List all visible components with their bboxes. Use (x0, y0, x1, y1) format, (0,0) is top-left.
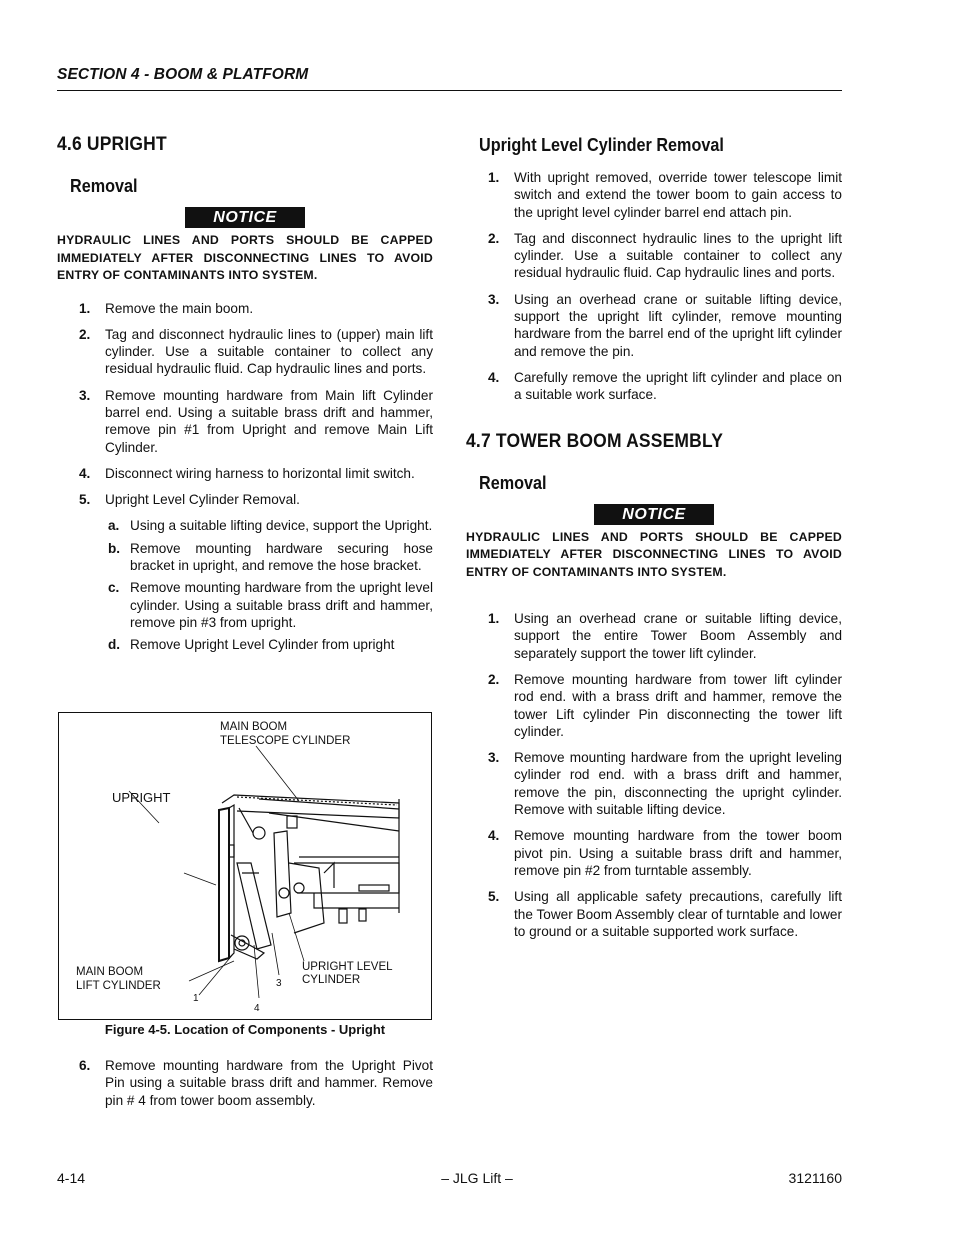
list-item: 3. Remove mounting hardware from Main lift Cylinder barrel end. Using a suitable brass drift and hammer, remove pin #1 from Upright and remove Main Lift Cylinder. (79, 387, 433, 455)
label-lift-1: MAIN BOOM (76, 966, 144, 978)
removal-steps-cont (57, 1057, 433, 1109)
section-4-6-title: 4.6 UPRIGHT (57, 134, 167, 155)
label-upright: UPRIGHT (112, 790, 171, 805)
page-number: 4-14 (57, 1170, 86, 1186)
list-item: 4. Carefully remove the upright lift cylinder and place on a suitable work surface. (488, 369, 842, 403)
label-pin-1: 1 (193, 993, 199, 1004)
list-item: d. Remove Upright Level Cylinder from upright (108, 637, 395, 653)
section-4-7-title: 4.7 TOWER BOOM ASSEMBLY (466, 430, 724, 452)
figure-caption: Figure 4-5. Location of Components - Upright (104, 1022, 386, 1037)
list-item: 4. Remove mounting hardware from the tower boom pivot pin. Using a suitable brass drift and hammer, remove pin #2 from turntable assembly. (488, 828, 842, 878)
notice-banner (57, 207, 433, 228)
list-item: 1. With upright removed, override tower telescope limit switch and extend the tower boom to gain access to the upright level cylinder barrel end attach pin. (488, 170, 842, 220)
upright-diagram (59, 713, 431, 1019)
list-item: c. Remove mounting hardware from the upright level cylinder. Using a suitable brass drift and hammer, remove pin #3 from upright. (108, 580, 433, 630)
list-item: 1. Remove the main boom. (79, 300, 254, 316)
label-telescope-2: TELESCOPE CYLINDER (220, 735, 351, 747)
list-item: 3. Remove mounting hardware from the upright leveling cylinder rod end. with a brass drift and hammer, remove the pin, disconnecting the upright cylinder. Remove with suitable lifting device. (488, 750, 842, 818)
right-column (466, 130, 842, 940)
list-item: 5. Using all applicable safety precautions, carefully lift the Tower Boom Assembly clear of turntable and lower to ground or a suitable supported work surface. (488, 889, 842, 939)
list-item: 5. Upright Level Cylinder Removal. (79, 492, 300, 508)
list-item: 2. Tag and disconnect hydraulic lines to the upright lift cylinder. Use a suitable container to collect any residual hydraulic fluid. Cap hydraulic lines and ports. (488, 230, 842, 281)
list-item: 2. Tag and disconnect hydraulic lines to (upper) main lift cylinder. Use a suitable container to collect any residual hydraulic fluid. Cap hydraulic lines and ports. (79, 326, 433, 377)
label-level-1: UPRIGHT LEVEL (302, 961, 393, 973)
label-lift-2: LIFT CYLINDER (76, 980, 161, 992)
label-pin-4: 4 (254, 1003, 260, 1014)
label-telescope-1: MAIN BOOM (220, 721, 288, 733)
list-item: b. Remove mounting hardware securing hose bracket in upright, and remove the hose bracket. (108, 540, 433, 574)
doc-number: 3121160 (788, 1170, 842, 1186)
ulcr-heading: Upright Level Cylinder Removal (479, 135, 724, 155)
notice-banner-2 (466, 504, 842, 525)
removal-heading-2: Removal (479, 472, 547, 493)
list-item: 3. Using an overhead crane or suitable lifting device, support the upright lift cylinder, remove mounting hardware from the barrel end of the upright lift cylinder and remove the pin. (488, 291, 842, 359)
notice-warning-text-2: HYDRAULIC LINES AND PORTS SHOULD BE CAPPED IMMEDIATELY AFTER DISCONNECTING LINES TO AVOID ENTRY OF CONTAMINANTS INTO SYSTEM. (466, 529, 842, 579)
notice-label: NOTICE (185, 207, 304, 228)
removal-heading: Removal (70, 176, 138, 196)
label-level-2: CYLINDER (302, 974, 361, 986)
ulcr-steps (466, 169, 842, 404)
notice-warning-text: HYDRAULIC LINES AND PORTS SHOULD BE CAPPED IMMEDIATELY AFTER DISCONNECTING LINES TO AVOID ENTRY OF CONTAMINANTS INTO SYSTEM. (57, 233, 433, 282)
list-item: a. Using a suitable lifting device, support the Upright. (108, 518, 433, 534)
footer-center: – JLG Lift – (441, 1170, 513, 1186)
upright-level-substeps (57, 517, 433, 653)
list-item: 2. Remove mounting hardware from tower lift cylinder rod end. with a brass drift and hammer, remove the tower Lift cylinder Pin disconnecting the tower lift cylinder. (488, 671, 842, 739)
section-header (57, 66, 842, 91)
step-6-block (57, 1057, 433, 1109)
left-column (57, 130, 433, 654)
list-item: 6. Remove mounting hardware from the Upright Pivot Pin using a suitable brass drift and hammer. Remove pin # 4 from tower boom assembly. (79, 1058, 433, 1108)
removal-steps (57, 300, 433, 509)
upright-figure (58, 712, 432, 1020)
notice-label-2: NOTICE (594, 504, 713, 525)
label-pin-3: 3 (276, 978, 282, 989)
list-item: 1. Using an overhead crane or suitable lifting device, support the entire Tower Boom Assembly and separately support the tower lift cylinder. (488, 611, 842, 661)
section-title: SECTION 4 - BOOM & PLATFORM (57, 66, 309, 83)
tower-boom-steps (466, 610, 842, 940)
list-item: 4. Disconnect wiring harness to horizontal limit switch. (79, 465, 415, 481)
